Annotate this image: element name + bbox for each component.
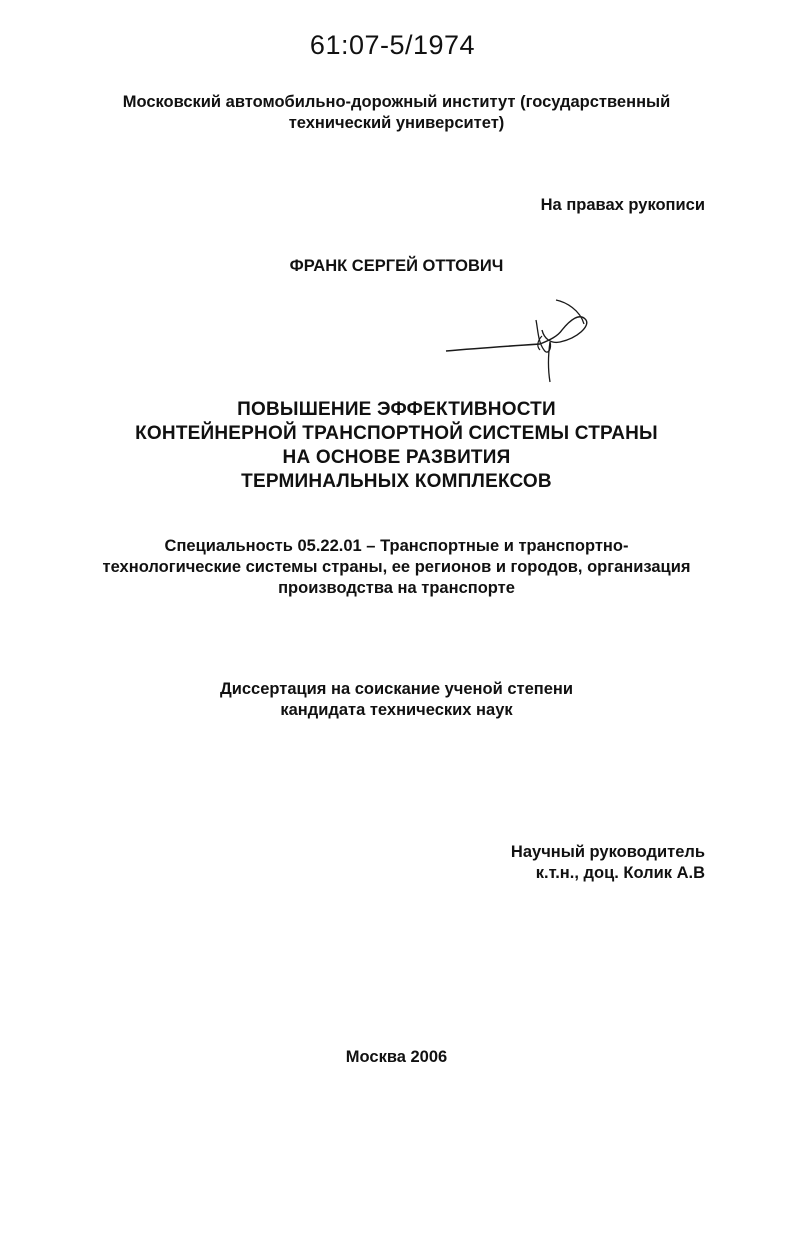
title-line-2: КОНТЕЙНЕРНОЙ ТРАНСПОРТНОЙ СИСТЕМЫ СТРАНЫ	[135, 423, 658, 444]
archive-code-text: 61:07-5/1974	[309, 30, 476, 60]
supervisor	[511, 842, 705, 884]
signature-stroke-1	[446, 344, 540, 351]
signature-stroke-4	[556, 300, 584, 324]
archive-code	[0, 30, 793, 61]
dissertation-title	[0, 398, 793, 494]
degree-statement	[0, 679, 793, 721]
signature-icon	[440, 290, 600, 390]
specialty-line-2: технологические системы страны, ее регионов и городов, организация	[102, 558, 691, 576]
signature-stroke-5	[549, 342, 551, 382]
institution-name	[0, 92, 793, 134]
specialty-line-3: производства на транспорте	[278, 579, 515, 597]
institution-line-2: технический университет)	[288, 114, 505, 132]
signature-stroke-2	[540, 317, 587, 344]
title-line-1: ПОВЫШЕНИЕ ЭФФЕКТИВНОСТИ	[237, 399, 556, 420]
city-year-text: Москва 2006	[345, 1048, 448, 1066]
author-name-text: ФРАНК СЕРГЕЙ ОТТОВИЧ	[289, 257, 504, 275]
specialty-line-1: Специальность 05.22.01 – Транспортные и транспортно-	[164, 537, 629, 555]
city-year	[0, 1047, 793, 1068]
title-line-4: ТЕРМИНАЛЬНЫХ КОМПЛЕКСОВ	[241, 471, 552, 492]
manuscript-note	[541, 195, 705, 216]
degree-line-1: Диссертация на соискание ученой степени	[219, 680, 574, 698]
degree-line-2: кандидата технических наук	[280, 701, 513, 719]
author-name	[0, 256, 793, 277]
supervisor-line-2: к.т.н., доц. Колик А.В	[535, 864, 705, 882]
title-line-3: НА ОСНОВЕ РАЗВИТИЯ	[282, 447, 511, 468]
manuscript-note-text: На правах рукописи	[540, 196, 705, 214]
supervisor-line-1: Научный руководитель	[510, 843, 705, 861]
institution-line-1: Московский автомобильно-дорожный институт (государственный	[122, 93, 671, 111]
specialty	[0, 536, 793, 599]
